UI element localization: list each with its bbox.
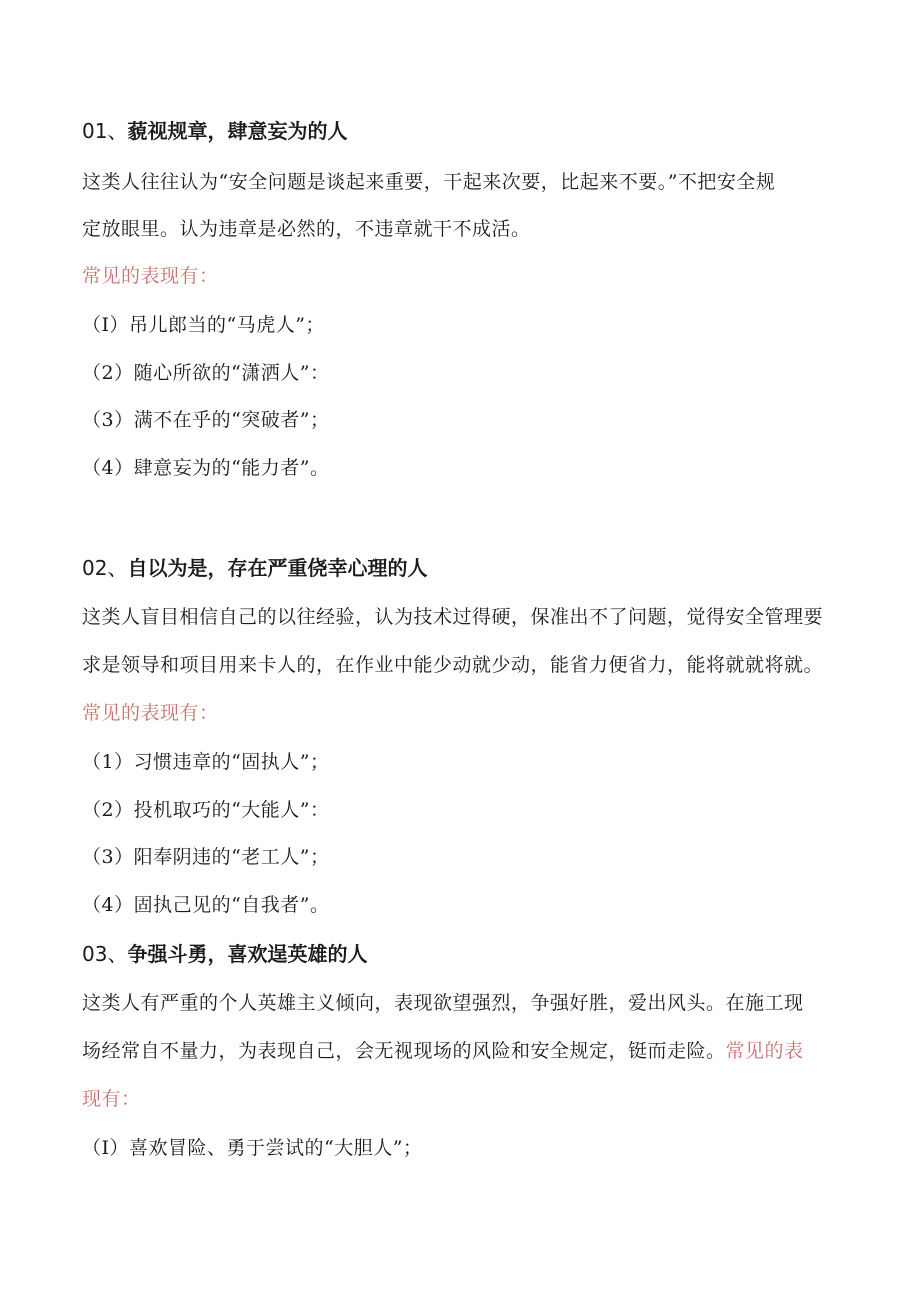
section-01-item-4: （4）肆意妄为的“能力者”。 — [82, 457, 330, 479]
section-title: 争强斗勇，喜欢逞英雄的人 — [127, 942, 368, 966]
section-number: 03、 — [82, 942, 128, 966]
section-03-body-line-1: 这类人有严重的个人英雄主义倾向，表现欲望强烈，争强好胜，爱出风头。在施工现 — [82, 992, 804, 1014]
section-02-heading — [82, 555, 427, 581]
section-03-common-label-part-1: 常见的表 — [725, 1040, 804, 1062]
section-title: 藐视规章，肆意妄为的人 — [127, 119, 348, 143]
section-01-item-2: （2）随心所欲的“潇洒人”： — [82, 362, 330, 384]
section-02-item-4: （4）固执己见的“自我者”。 — [82, 894, 330, 916]
section-03-heading — [82, 941, 367, 967]
section-01-item-1: （I）吊儿郎当的“马虎人”； — [82, 314, 325, 336]
section-01-body-line-1: 这类人往往认为“安全问题是谈起来重要，干起来次要，比起来不要。”不把安全规 — [82, 171, 776, 193]
section-03-common-label-part-2: 现有： — [82, 1088, 141, 1110]
section-01-item-3: （3）满不在乎的“突破者”； — [82, 409, 330, 431]
section-title: 自以为是，存在严重侥幸心理的人 — [127, 556, 428, 580]
section-number: 02、 — [82, 556, 128, 580]
section-01-body-line-2: 定放眼里。认为违章是必然的，不违章就干不成活。 — [82, 218, 531, 240]
section-01-heading — [82, 118, 347, 144]
section-03-body-text: 场经常自不量力，为表现自己，会无视现场的风险和安全规定，铤而走险。 — [82, 1040, 726, 1062]
section-02-common-label: 常见的表现有： — [82, 702, 219, 724]
section-02-item-2: （2）投机取巧的“大能人”： — [82, 799, 330, 821]
section-02-item-3: （3）阳奉阴违的“老工人”； — [82, 846, 330, 868]
section-03-item-1: （I）喜欢冒险、勇于尝试的“大胆人”； — [82, 1137, 423, 1159]
section-02-item-1: （1）习惯违章的“固执人”； — [82, 751, 330, 773]
section-02-body-line-1: 这类人盲目相信自己的以往经验，认为技术过得硬，保准出不了问题，觉得安全管理要 — [82, 606, 824, 628]
section-number: 01、 — [82, 119, 128, 143]
section-01-common-label: 常见的表现有： — [82, 265, 219, 287]
section-03-body-line-2 — [82, 1038, 804, 1064]
section-02-body-line-2: 求是领导和项目用来卡人的，在作业中能少动就少动，能省力便省力，能将就就将就。 — [82, 654, 824, 676]
